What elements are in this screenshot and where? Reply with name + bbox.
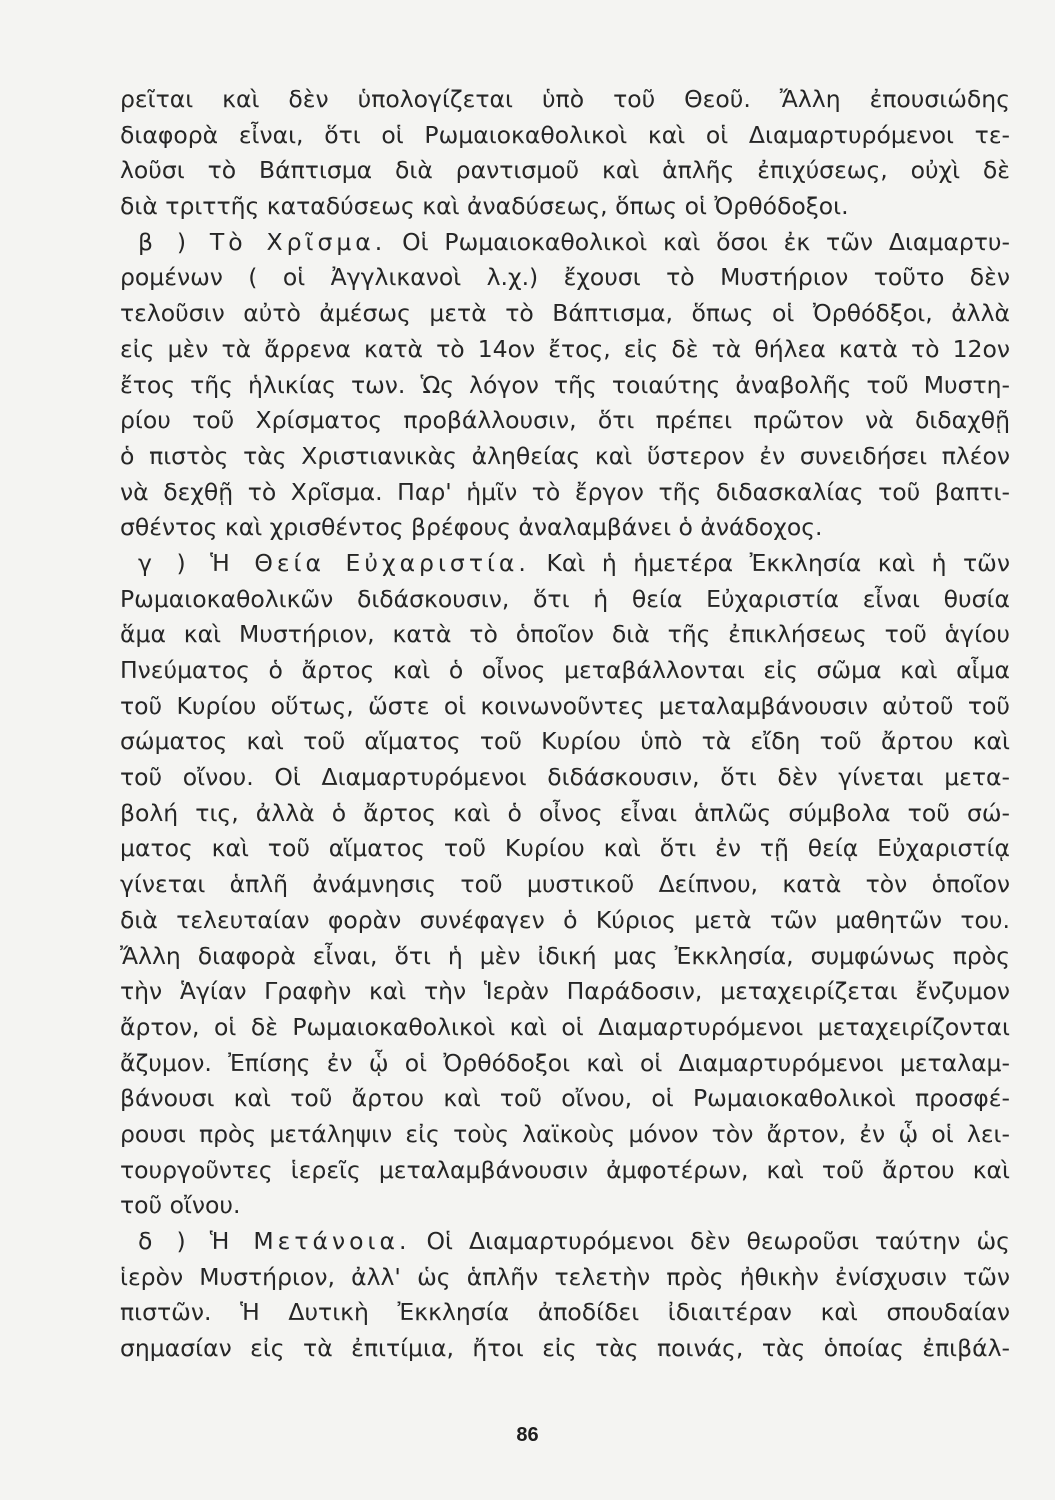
- text-line: τοῦ οἴνου.: [120, 1191, 241, 1220]
- text-line: ἱερὸν Μυστήριον, ἀλλ' ὡς ἁπλῆν τελετὴν πρὸς ἠθικὴν ἐνίσχυσιν τῶν: [120, 1262, 1010, 1291]
- text-line: διὰ τριττῆς καταδύσεως καὶ ἀναδύσεως, ὅπως οἱ Ὀρθόδοξοι.: [120, 192, 849, 221]
- text-line: τὴν Ἁγίαν Γραφὴν καὶ τὴν Ἱερὰν Παράδοσιν, μεταχειρίζεται ἔνζυμον: [120, 977, 1010, 1006]
- text-line: ὁ πιστὸς τὰς Χριστιανικὰς ἀληθείας καὶ ὕστερον ἐν συνειδήσει πλέον: [120, 441, 1010, 470]
- text-line: γίνεται ἁπλῆ ἀνάμνησις τοῦ μυστικοῦ Δείπνου, κατὰ τὸν ὁποῖον: [120, 870, 1010, 899]
- text-line: πιστῶν. Ἡ Δυτικὴ Ἐκκλησία ἀποδίδει ἰδιαιτέραν καὶ σπουδαίαν: [120, 1298, 1010, 1327]
- text-line: βολή τις, ἀλλὰ ὁ ἄρτος καὶ ὁ οἶνος εἶναι ἁπλῶς σύμβολα τοῦ σώ-: [120, 798, 1010, 827]
- text-line: διὰ τελευταίαν φορὰν συνέφαγεν ὁ Κύριος μετὰ τῶν μαθητῶν του.: [120, 905, 1010, 934]
- text-line: τοῦ οἴνου. Οἱ Διαμαρτυρόμενοι διδάσκουσιν, ὅτι δὲν γίνεται μετα-: [120, 763, 1010, 792]
- text-line: βάνουσι καὶ τοῦ ἄρτου καὶ τοῦ οἴνου, οἱ Ρωμαιοκαθολικοὶ προσφέ-: [120, 1084, 1010, 1113]
- text-line: Ἄλλη διαφορὰ εἶναι, ὅτι ἡ μὲν ἰδική μας Ἐκκλησία, συμφώνως πρὸς: [120, 941, 1010, 970]
- section-chrisma-first-line: [120, 225, 1010, 261]
- section-heading-eucharist: γ ) Ἡ Θεία Εὐχαριστία.: [138, 548, 530, 577]
- text-line: ρουσι πρὸς μετάληψιν εἰς τοὺς λαϊκοὺς μόνον τὸν ἄρτον, ἐν ᾧ οἱ λει-: [120, 1119, 1010, 1148]
- text-span: Καὶ ἡ ἡμετέρα Ἐκκλησία καὶ ἡ τῶν: [546, 548, 1010, 577]
- section-penance-first-line: [120, 1224, 1010, 1260]
- text-span: Οἱ Ρωμαιοκαθολικοὶ καὶ ὅσοι ἐκ τῶν Διαμαρτυ-: [402, 227, 1010, 256]
- text-line: σώματος καὶ τοῦ αἵματος τοῦ Κυρίου ὑπὸ τὰ εἴδη τοῦ ἄρτου καὶ: [120, 727, 1010, 756]
- text-line: διαφορὰ εἶναι, ὅτι οἱ Ρωμαιοκαθολικοὶ καὶ οἱ Διαμαρτυρόμενοι τε-: [120, 120, 1010, 149]
- text-line: ἔτος τῆς ἡλικίας των. Ὡς λόγον τῆς τοιαύτης ἀναβολῆς τοῦ Μυστη-: [120, 370, 1010, 399]
- page-number: 86: [516, 1424, 539, 1446]
- text-line: Ρωμαιοκαθολικῶν διδάσκουσιν, ὅτι ἡ θεία Εὐχαριστία εἶναι θυσία: [120, 584, 1010, 613]
- section-eucharist-first-line: [120, 546, 1010, 582]
- text-line: ρίου τοῦ Χρίσματος προβάλλουσιν, ὅτι πρέπει πρῶτον νὰ διδαχθῇ: [120, 406, 1010, 435]
- text-line: ρομένων ( οἱ Ἀγγλικανοὶ λ.χ.) ἔχουσι τὸ Μυστήριον τοῦτο δὲν: [120, 263, 1010, 292]
- text-line: σημασίαν εἰς τὰ ἐπιτίμια, ἤτοι εἰς τὰς ποινάς, τὰς ὁποίας ἐπιβάλ-: [120, 1334, 1010, 1363]
- text-line: σθέντος καὶ χρισθέντος βρέφους ἀναλαμβάνει ὁ ἀνάδοχος.: [120, 513, 823, 542]
- text-line: λοῦσι τὸ Βάπτισμα διὰ ραντισμοῦ καὶ ἁπλῆς ἐπιχύσεως, οὐχὶ δὲ: [120, 156, 1010, 185]
- text-line: τοῦ Κυρίου οὕτως, ὥστε οἱ κοινωνοῦντες μεταλαμβάνουσιν αὐτοῦ τοῦ: [120, 691, 1010, 720]
- text-line: ἄζυμον. Ἐπίσης ἐν ᾧ οἱ Ὀρθόδοξοι καὶ οἱ Διαμαρτυρόμενοι μεταλαμ-: [120, 1048, 1010, 1077]
- section-heading-penance: δ ) Ἡ Μετάνοια.: [138, 1227, 411, 1255]
- text-line: εἰς μὲν τὰ ἄρρενα κατὰ τὸ 14ον ἔτος, εἰς δὲ τὰ θήλεα κατὰ τὸ 12ον: [120, 334, 1010, 363]
- text-line: ματος καὶ τοῦ αἵματος τοῦ Κυρίου καὶ ὅτι ἐν τῇ θείᾳ Εὐχαριστίᾳ: [120, 834, 1010, 863]
- text-line: τελοῦσιν αὐτὸ ἀμέσως μετὰ τὸ Βάπτισμα, ὅπως οἱ Ὀρθόδξοι, ἀλλὰ: [120, 299, 1010, 328]
- text-line: Πνεύματος ὁ ἄρτος καὶ ὁ οἶνος μεταβάλλονται εἰς σῶμα καὶ αἷμα: [120, 656, 1010, 684]
- page-body: [120, 82, 1010, 1367]
- text-line: ἄρτον, οἱ δὲ Ρωμαιοκαθολικοὶ καὶ οἱ Διαμαρτυρόμενοι μεταχειρίζονται: [120, 1012, 1010, 1041]
- text-line: ρεῖται καὶ δὲν ὑπολογίζεται ὑπὸ τοῦ Θεοῦ. Ἄλλη ἐπουσιώδης: [120, 85, 1010, 113]
- text-line: τουργοῦντες ἱερεῖς μεταλαμβάνουσιν ἀμφοτέρων, καὶ τοῦ ἄρτου καὶ: [120, 1155, 1010, 1184]
- section-heading-chrisma: β ) Τὸ Χρῖσμα.: [138, 227, 387, 256]
- text-line: νὰ δεχθῇ τὸ Χρῖσμα. Παρ' ἡμῖν τὸ ἔργον τῆς διδασκαλίας τοῦ βαπτι-: [120, 477, 1010, 506]
- text-span: Οἱ Διαμαρτυρόμενοι δὲν θεωροῦσι ταύτην ὡς: [426, 1227, 1010, 1255]
- text-line: ἅμα καὶ Μυστήριον, κατὰ τὸ ὁποῖον διὰ τῆς ἐπικλήσεως τοῦ ἁγίου: [120, 620, 1010, 649]
